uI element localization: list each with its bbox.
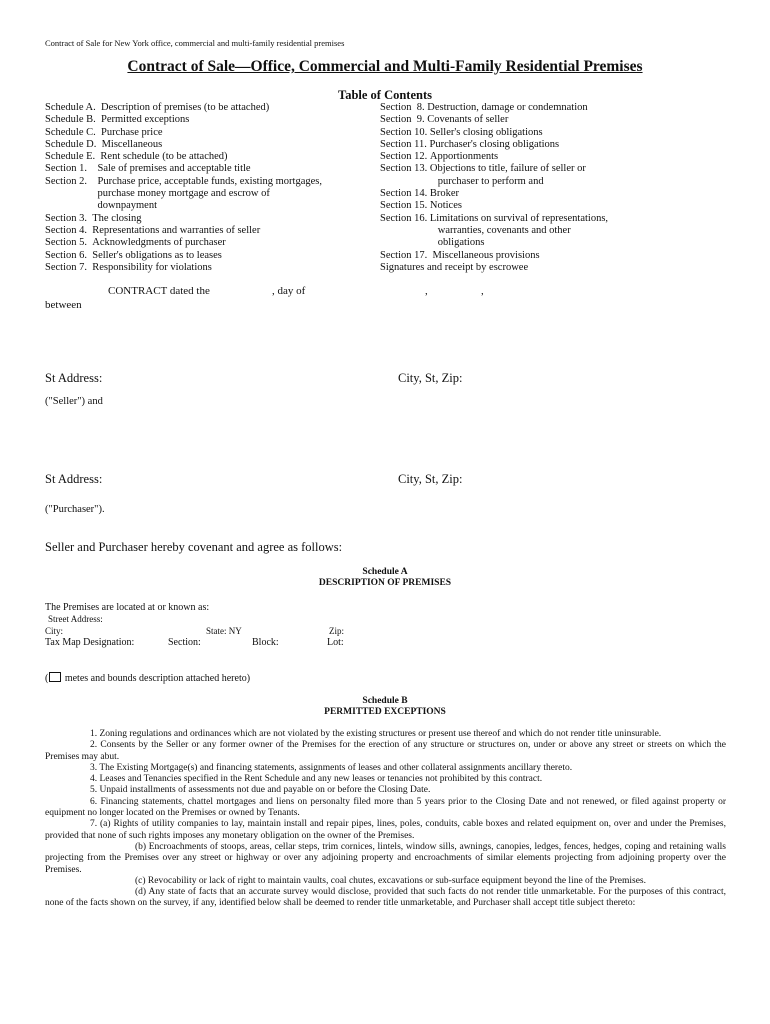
toc-entry-title: Signatures and receipt by escrowee xyxy=(380,261,529,273)
toc-entry xyxy=(45,213,355,225)
seller-st-address-label: St Address: xyxy=(45,371,103,385)
seller-city-label: City, St, Zip: xyxy=(398,371,463,385)
covenant-statement: Seller and Purchaser hereby covenant and agree as follows: xyxy=(45,540,343,554)
toc-entry-title: Acknowledgments of purchaser xyxy=(92,237,226,249)
toc-entry-title: Objections to title, failure of seller or xyxy=(429,163,586,175)
toc-entry-number: Section 14. xyxy=(380,188,430,200)
toc-entry-title: Seller's obligations as to leases xyxy=(92,249,222,261)
state-label: State: NY xyxy=(206,626,242,636)
toc-entry-title: Seller's closing obligations xyxy=(429,126,543,138)
metes-bounds-checkbox[interactable] xyxy=(49,672,61,682)
toc-entry-title: Limitations on survival of representations, xyxy=(429,212,609,224)
metes-open-paren: ( xyxy=(45,673,49,684)
toc-entry-continuation: obligations xyxy=(380,237,485,249)
metes-bounds-line xyxy=(45,672,250,684)
toc-entry-number: Section 17. xyxy=(380,249,433,261)
date-comma: , xyxy=(425,285,428,297)
toc-entry-title: The closing xyxy=(92,212,142,224)
toc-heading: Table of Contents xyxy=(338,88,432,102)
running-head: Contract of Sale for New York office, commercial and multi-family residential premises xyxy=(45,38,345,48)
toc-left-column xyxy=(45,102,355,274)
schedule-a-heading: DESCRIPTION OF PREMISES xyxy=(318,578,452,588)
toc-entry-number: Section 9. xyxy=(380,114,428,126)
toc-entry-title: Responsibility for violations xyxy=(92,261,212,273)
toc-entry xyxy=(380,213,710,225)
toc-entry-number: Section 3. xyxy=(45,212,93,224)
toc-entry xyxy=(380,102,710,114)
lot-label: Lot: xyxy=(327,637,344,648)
toc-entry-number: Section 2. xyxy=(45,175,98,187)
exception-item: 6. Financing statements, chattel mortgages and liens on personalty filed more than 5 years prior to the Closing Date and not renewed, or filed against property or equipment no longer located on the Premises or owned by Tenants. xyxy=(45,796,726,819)
street-address-label: Street Address: xyxy=(48,614,103,624)
toc-entry xyxy=(45,114,355,126)
toc-entry xyxy=(380,151,710,163)
toc-entry xyxy=(45,225,355,237)
toc-entry-number: Section 5. xyxy=(45,237,93,249)
exception-item: 4. Leases and Tenancies specified in the Rent Schedule and any new leases or tenancies not prohibited by this contract. xyxy=(90,774,543,785)
toc-entry-number: Section 13. xyxy=(380,163,430,175)
document-title: Contract of Sale—Office, Commercial and Multi-Family Residential Premises xyxy=(127,58,643,75)
toc-entry xyxy=(380,262,710,274)
metes-bounds-text: metes and bounds description attached hereto) xyxy=(64,673,251,684)
toc-entry-number: Section 10. xyxy=(380,126,430,138)
block-label: Block: xyxy=(252,637,279,648)
toc-entry xyxy=(45,151,355,163)
between-label: between xyxy=(45,299,82,311)
purchaser-role: ("Purchaser"). xyxy=(45,504,105,515)
contract-day-label: , day of xyxy=(272,285,306,297)
toc-entry xyxy=(380,200,710,212)
toc-entry-number: Schedule B. xyxy=(45,114,101,126)
toc-entry-title: Representations and warranties of seller xyxy=(92,224,261,236)
toc-entry-number: Schedule D. xyxy=(45,138,102,150)
toc-entry xyxy=(45,139,355,151)
toc-entry-number: Schedule A. xyxy=(45,102,101,113)
toc-entry-title: Rent schedule (to be attached) xyxy=(100,151,228,163)
exception-item: (b) Encroachments of stoops, areas, cellar steps, trim cornices, lintels, window sills, awnings, canopies, ledges, fences, hedges, coping and retaining walls projecting from the Premises over any street or highway or over any adjoining property and encroachments of similar elements projecting from adjoining property over the Premises. xyxy=(45,841,726,875)
permitted-exceptions-list xyxy=(45,729,726,910)
toc-entry xyxy=(45,176,355,213)
toc-entry-number: Schedule E. xyxy=(45,151,101,163)
section-label: Section: xyxy=(168,637,201,648)
toc-entry xyxy=(380,188,710,200)
toc-entry-number: Section 4. xyxy=(45,224,93,236)
toc-entry-number: Section 16. xyxy=(380,212,430,224)
toc-entry-title: Purchaser's closing obligations xyxy=(429,138,560,150)
exception-item: (d) Any state of facts that an accurate survey would disclose, provided that such facts do not render title unmarketable. For the purposes of this contract, none of the facts shown on the survey, if any, identified below shall be deemed to render title unmarketable, and Purchaser shall accept title subject thereto: xyxy=(45,887,726,909)
tax-map-label: Tax Map Designation: xyxy=(45,637,135,648)
toc-entry xyxy=(380,250,710,262)
toc-entry-continuation: warranties, covenants and other xyxy=(380,224,571,236)
toc-entry xyxy=(45,237,355,249)
toc-entry-number: Section 8. xyxy=(380,102,428,113)
purchaser-city-label: City, St, Zip: xyxy=(398,472,463,486)
toc-entry-number: Section 15. xyxy=(380,200,430,212)
toc-entry-title: Purchase price, acceptable funds, existing mortgages, purchase money mortgage and escrow of downpayment xyxy=(97,175,325,212)
toc-entry-title: Permitted exceptions xyxy=(101,114,190,126)
toc-entry-title: Notices xyxy=(429,200,462,212)
toc-entry-title: Description of premises (to be attached) xyxy=(101,102,270,113)
toc-entry xyxy=(380,163,710,175)
toc-entry xyxy=(380,127,710,139)
exception-item: 2. Consents by the Seller or any former owner of the Premises for the erection of any structure or structures on, under or above any street or streets on which the Premises may abut. xyxy=(45,740,726,762)
toc-entry-title: Broker xyxy=(429,188,460,200)
schedule-a-label: Schedule A xyxy=(362,567,408,577)
toc-entry-number: Section 6. xyxy=(45,249,93,261)
toc-entry-title: Miscellaneous xyxy=(101,138,163,150)
exception-item: 7. (a) Rights of utility companies to lay, maintain install and repair pipes, lines, poles, conduits, cable boxes and related equipment on, over and under the Premises, provided that none of such rights imposes any monetary obligation on the owner of the Premises. xyxy=(45,819,726,841)
toc-entry xyxy=(45,262,355,274)
exception-item: (c) Revocability or lack of right to maintain vaults, coal chutes, excavations or sub-surface equipment beyond the line of the Premises. xyxy=(135,875,647,886)
date-comma: , xyxy=(481,285,484,297)
city-label: City: xyxy=(45,626,64,636)
contract-dated-label: CONTRACT dated the xyxy=(108,285,210,297)
premises-located-label: The Premises are located at or known as: xyxy=(45,602,210,613)
toc-entry xyxy=(380,139,710,151)
exception-item: 3. The Existing Mortgage(s) and financing statements, assignments of leases and other collateral assignments ancillary thereto. xyxy=(90,762,573,773)
toc-entry-number: Section 7. xyxy=(45,261,93,273)
toc-entry-title: Apportionments xyxy=(429,151,499,163)
toc-entry-title: Destruction, damage or condemnation xyxy=(427,102,588,113)
toc-entry-continuation: purchaser to perform and xyxy=(380,175,544,187)
toc-entry-title: Purchase price xyxy=(101,126,163,138)
schedule-b-heading: PERMITTED EXCEPTIONS xyxy=(324,707,446,717)
toc-entry-title: Sale of premises and acceptable title xyxy=(97,163,251,175)
zip-label: Zip: xyxy=(329,626,344,636)
schedule-b-label: Schedule B xyxy=(362,696,408,706)
toc-entry xyxy=(45,250,355,262)
toc-entry xyxy=(380,114,710,126)
exception-item: 1. Zoning regulations and ordinances which are not violated by the existing structures or present use thereof and which do not render title uninsurable. xyxy=(90,729,662,739)
toc-entry-title: Covenants of seller xyxy=(427,114,509,126)
toc-entry xyxy=(45,127,355,139)
toc-entry-number: Section 11. xyxy=(380,138,430,150)
toc-entry xyxy=(45,163,355,175)
toc-right-column xyxy=(380,102,710,274)
exception-item: 5. Unpaid installments of assessments not due and payable on or before the Closing Date. xyxy=(90,785,431,796)
seller-role: ("Seller") and xyxy=(45,396,103,407)
toc-entry-number: Schedule C. xyxy=(45,126,101,138)
toc-entry-number: Section 12. xyxy=(380,151,430,163)
purchaser-st-address-label: St Address: xyxy=(45,472,103,486)
toc-entry-title: Miscellaneous provisions xyxy=(432,249,540,261)
toc-entry-number: Section 1. xyxy=(45,163,98,175)
toc-entry xyxy=(45,102,355,114)
